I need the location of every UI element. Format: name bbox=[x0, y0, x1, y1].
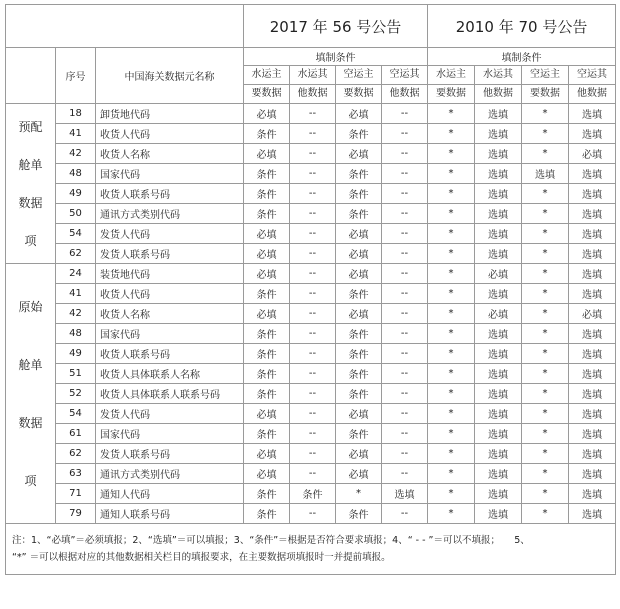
condition-cell: 选填 bbox=[475, 484, 522, 504]
condition-cell: 必填 bbox=[244, 144, 290, 164]
condition-cell: 选填 bbox=[475, 104, 522, 124]
sub-header-bottom: 要数据 bbox=[428, 85, 475, 104]
seq-cell: 49 bbox=[56, 344, 96, 364]
condition-cell: * bbox=[428, 484, 475, 504]
condition-cell: -- bbox=[290, 504, 336, 524]
table-row bbox=[6, 304, 616, 324]
sub-header-bottom: 他数据 bbox=[569, 85, 616, 104]
section-label-line: 预配 bbox=[18, 119, 43, 134]
seq-cell: 79 bbox=[56, 504, 96, 524]
element-name-cell: 收货人名称 bbox=[96, 144, 244, 164]
element-name-cell: 收货人联系号码 bbox=[96, 344, 244, 364]
condition-cell: 必填 bbox=[569, 304, 616, 324]
condition-cell: 条件 bbox=[244, 184, 290, 204]
condition-cell: * bbox=[428, 324, 475, 344]
condition-cell: * bbox=[522, 344, 569, 364]
condition-cell: 选填 bbox=[475, 124, 522, 144]
condition-cell: -- bbox=[382, 284, 428, 304]
condition-cell: -- bbox=[382, 264, 428, 284]
section-label-line: 项 bbox=[24, 473, 37, 488]
condition-cell: -- bbox=[382, 184, 428, 204]
condition-cell: 必填 bbox=[336, 144, 382, 164]
condition-cell: -- bbox=[382, 124, 428, 144]
table-row bbox=[6, 504, 616, 524]
condition-cell: -- bbox=[290, 424, 336, 444]
condition-cell: 条件 bbox=[244, 344, 290, 364]
condition-cell: * bbox=[336, 484, 382, 504]
condition-cell: 选填 bbox=[569, 464, 616, 484]
fill-condition-2010: 填制条件 bbox=[428, 48, 616, 66]
table-row bbox=[6, 224, 616, 244]
condition-cell: 必填 bbox=[475, 304, 522, 324]
condition-cell: -- bbox=[290, 184, 336, 204]
condition-cell: 条件 bbox=[336, 364, 382, 384]
condition-cell: -- bbox=[290, 284, 336, 304]
condition-cell: -- bbox=[290, 304, 336, 324]
sub-header-bottom: 他数据 bbox=[290, 85, 336, 104]
condition-cell: -- bbox=[290, 204, 336, 224]
condition-cell: 选填 bbox=[569, 104, 616, 124]
condition-cell: * bbox=[428, 304, 475, 324]
condition-cell: 条件 bbox=[244, 204, 290, 224]
condition-cell: * bbox=[428, 504, 475, 524]
condition-cell: 选填 bbox=[475, 284, 522, 304]
condition-cell: -- bbox=[290, 224, 336, 244]
condition-cell: * bbox=[522, 144, 569, 164]
condition-cell: * bbox=[428, 244, 475, 264]
condition-cell: 条件 bbox=[244, 384, 290, 404]
condition-cell: 选填 bbox=[475, 404, 522, 424]
condition-cell: 选填 bbox=[475, 164, 522, 184]
seq-cell: 51 bbox=[56, 364, 96, 384]
sub-header-top: 空运其 bbox=[569, 66, 616, 85]
element-name-cell: 收货人联系号码 bbox=[96, 184, 244, 204]
condition-cell: * bbox=[522, 424, 569, 444]
condition-cell: 条件 bbox=[244, 324, 290, 344]
condition-cell: 条件 bbox=[336, 184, 382, 204]
condition-cell: 选填 bbox=[475, 444, 522, 464]
condition-cell: -- bbox=[290, 264, 336, 284]
condition-cell: * bbox=[522, 364, 569, 384]
sub-header-top: 水运其 bbox=[290, 66, 336, 85]
condition-cell: * bbox=[428, 404, 475, 424]
condition-cell: 选填 bbox=[475, 184, 522, 204]
condition-cell: * bbox=[428, 424, 475, 444]
element-name-cell: 装货地代码 bbox=[96, 264, 244, 284]
condition-cell: * bbox=[522, 224, 569, 244]
condition-cell: * bbox=[522, 284, 569, 304]
condition-cell: -- bbox=[290, 324, 336, 344]
sub-header-bottom: 他数据 bbox=[475, 85, 522, 104]
condition-cell: 选填 bbox=[382, 484, 428, 504]
element-name-cell: 通知人代码 bbox=[96, 484, 244, 504]
condition-cell: * bbox=[522, 444, 569, 464]
condition-cell: * bbox=[522, 404, 569, 424]
seq-cell: 48 bbox=[56, 324, 96, 344]
condition-cell: 选填 bbox=[569, 344, 616, 364]
condition-cell: 选填 bbox=[569, 404, 616, 424]
sub-header-bottom: 要数据 bbox=[244, 85, 290, 104]
condition-cell: 选填 bbox=[569, 184, 616, 204]
element-name-cell: 国家代码 bbox=[96, 164, 244, 184]
table-row bbox=[6, 424, 616, 444]
condition-cell: 选填 bbox=[569, 204, 616, 224]
element-name-cell: 国家代码 bbox=[96, 324, 244, 344]
condition-cell: 选填 bbox=[569, 224, 616, 244]
condition-cell: 必填 bbox=[336, 464, 382, 484]
section-label-line: 项 bbox=[24, 233, 37, 248]
table-row bbox=[6, 104, 616, 124]
group-2017-title: 2017 年 56 号公告 bbox=[244, 5, 428, 48]
element-name-cell: 卸货地代码 bbox=[96, 104, 244, 124]
condition-cell: 选填 bbox=[569, 284, 616, 304]
seq-cell: 41 bbox=[56, 284, 96, 304]
notes-line-1: 注：1、“必填”＝必须填报；2、“选填”＝可以填报；3、“条件”＝根据是否符合要求填报；4、“ - - ”＝可以不填报； 5、 bbox=[12, 535, 530, 546]
seq-cell: 62 bbox=[56, 244, 96, 264]
table-row bbox=[6, 124, 616, 144]
condition-cell: 条件 bbox=[244, 164, 290, 184]
condition-cell: * bbox=[522, 104, 569, 124]
condition-cell: 必填 bbox=[244, 104, 290, 124]
table-row bbox=[6, 264, 616, 284]
condition-cell: 条件 bbox=[336, 124, 382, 144]
seq-cell: 48 bbox=[56, 164, 96, 184]
element-name-cell: 收货人代码 bbox=[96, 124, 244, 144]
condition-cell: * bbox=[428, 444, 475, 464]
section-label-line: 舱单 bbox=[18, 357, 43, 372]
condition-cell: -- bbox=[290, 244, 336, 264]
condition-cell: * bbox=[522, 464, 569, 484]
condition-cell: 必填 bbox=[475, 264, 522, 284]
seq-cell: 54 bbox=[56, 404, 96, 424]
condition-cell: 条件 bbox=[244, 424, 290, 444]
condition-cell: -- bbox=[382, 224, 428, 244]
manifest-data-table bbox=[5, 4, 616, 575]
condition-cell: -- bbox=[290, 104, 336, 124]
notes-cell bbox=[6, 524, 616, 575]
table-row bbox=[6, 384, 616, 404]
group-2010-title: 2010 年 70 号公告 bbox=[428, 5, 616, 48]
seq-cell: 71 bbox=[56, 484, 96, 504]
condition-cell: 选填 bbox=[522, 164, 569, 184]
condition-cell: 必填 bbox=[244, 464, 290, 484]
header-section-blank bbox=[6, 48, 56, 104]
condition-cell: 选填 bbox=[475, 344, 522, 364]
seq-cell: 54 bbox=[56, 224, 96, 244]
condition-cell: 选填 bbox=[475, 504, 522, 524]
condition-cell: * bbox=[522, 484, 569, 504]
condition-cell: -- bbox=[382, 404, 428, 424]
table-row bbox=[6, 404, 616, 424]
sub-header-top: 空运主 bbox=[336, 66, 382, 85]
condition-cell: * bbox=[428, 204, 475, 224]
table-row bbox=[6, 244, 616, 264]
condition-cell: 必填 bbox=[244, 404, 290, 424]
condition-cell: * bbox=[522, 304, 569, 324]
condition-cell: 必填 bbox=[244, 224, 290, 244]
condition-cell: * bbox=[522, 244, 569, 264]
condition-cell: -- bbox=[382, 424, 428, 444]
element-name-cell: 收货人名称 bbox=[96, 304, 244, 324]
seq-cell: 41 bbox=[56, 124, 96, 144]
condition-cell: -- bbox=[382, 164, 428, 184]
condition-cell: 必填 bbox=[336, 224, 382, 244]
condition-cell: 必填 bbox=[244, 244, 290, 264]
condition-cell: 必填 bbox=[336, 264, 382, 284]
element-name-cell: 收货人具体联系人联系号码 bbox=[96, 384, 244, 404]
seq-cell: 42 bbox=[56, 144, 96, 164]
table-row bbox=[6, 184, 616, 204]
condition-cell: 必填 bbox=[336, 304, 382, 324]
sub-header-bottom: 他数据 bbox=[382, 85, 428, 104]
condition-cell: 条件 bbox=[336, 344, 382, 364]
seq-cell: 18 bbox=[56, 104, 96, 124]
condition-cell: * bbox=[428, 344, 475, 364]
condition-cell: * bbox=[522, 324, 569, 344]
condition-cell: * bbox=[522, 184, 569, 204]
condition-cell: * bbox=[428, 224, 475, 244]
condition-cell: 必填 bbox=[244, 444, 290, 464]
element-name-cell: 收货人代码 bbox=[96, 284, 244, 304]
condition-cell: 选填 bbox=[475, 144, 522, 164]
condition-cell: 选填 bbox=[569, 424, 616, 444]
condition-cell: 必填 bbox=[336, 244, 382, 264]
sub-header-top: 水运其 bbox=[475, 66, 522, 85]
condition-cell: * bbox=[522, 124, 569, 144]
element-name-cell: 通讯方式类别代码 bbox=[96, 464, 244, 484]
sub-header-top: 空运其 bbox=[382, 66, 428, 85]
element-name-cell: 发货人联系号码 bbox=[96, 244, 244, 264]
condition-cell: -- bbox=[290, 404, 336, 424]
element-name-cell: 收货人具体联系人名称 bbox=[96, 364, 244, 384]
condition-cell: -- bbox=[382, 444, 428, 464]
condition-cell: -- bbox=[290, 344, 336, 364]
condition-cell: 必填 bbox=[569, 144, 616, 164]
condition-cell: 选填 bbox=[569, 504, 616, 524]
element-name-cell: 发货人代码 bbox=[96, 224, 244, 244]
table-row bbox=[6, 164, 616, 184]
element-name-cell: 发货人联系号码 bbox=[96, 444, 244, 464]
header-element-name: 中国海关数据元名称 bbox=[96, 48, 244, 104]
condition-cell: -- bbox=[382, 464, 428, 484]
condition-cell: -- bbox=[382, 344, 428, 364]
condition-cell: 选填 bbox=[475, 324, 522, 344]
element-name-cell: 发货人代码 bbox=[96, 404, 244, 424]
condition-cell: * bbox=[522, 504, 569, 524]
condition-cell: 条件 bbox=[244, 504, 290, 524]
condition-cell: 必填 bbox=[336, 404, 382, 424]
condition-cell: 条件 bbox=[244, 124, 290, 144]
condition-cell: 条件 bbox=[336, 384, 382, 404]
table-row bbox=[6, 484, 616, 504]
condition-cell: * bbox=[428, 384, 475, 404]
condition-cell: * bbox=[522, 204, 569, 224]
condition-cell: -- bbox=[382, 244, 428, 264]
seq-cell: 24 bbox=[56, 264, 96, 284]
sub-header-top: 空运主 bbox=[522, 66, 569, 85]
element-name-cell: 国家代码 bbox=[96, 424, 244, 444]
condition-cell: 选填 bbox=[569, 264, 616, 284]
table-body bbox=[6, 104, 616, 524]
table-row bbox=[6, 324, 616, 344]
seq-cell: 63 bbox=[56, 464, 96, 484]
seq-cell: 49 bbox=[56, 184, 96, 204]
condition-cell: -- bbox=[382, 144, 428, 164]
condition-cell: 选填 bbox=[475, 364, 522, 384]
condition-cell: -- bbox=[382, 504, 428, 524]
condition-cell: 选填 bbox=[475, 384, 522, 404]
condition-cell: -- bbox=[290, 444, 336, 464]
seq-cell: 61 bbox=[56, 424, 96, 444]
condition-cell: 选填 bbox=[569, 444, 616, 464]
table-row bbox=[6, 344, 616, 364]
condition-cell: -- bbox=[382, 204, 428, 224]
condition-cell: 条件 bbox=[290, 484, 336, 504]
condition-cell: * bbox=[428, 364, 475, 384]
condition-cell: -- bbox=[382, 304, 428, 324]
condition-cell: 选填 bbox=[475, 464, 522, 484]
section-label-line: 数据 bbox=[18, 195, 43, 210]
condition-cell: 条件 bbox=[244, 364, 290, 384]
notes-line-2: “*” ＝可以根据对应的其他数据相关栏目的填报要求，在主要数据项填报时一并提前填报。 bbox=[12, 552, 391, 563]
condition-cell: 选填 bbox=[569, 384, 616, 404]
condition-cell: 必填 bbox=[336, 444, 382, 464]
condition-cell: * bbox=[428, 124, 475, 144]
seq-cell: 52 bbox=[56, 384, 96, 404]
condition-cell: 条件 bbox=[336, 204, 382, 224]
condition-cell: -- bbox=[290, 164, 336, 184]
condition-cell: * bbox=[428, 284, 475, 304]
condition-cell: -- bbox=[382, 324, 428, 344]
element-name-cell: 通知人联系号码 bbox=[96, 504, 244, 524]
table-header bbox=[6, 5, 616, 104]
condition-cell: -- bbox=[382, 364, 428, 384]
seq-cell: 42 bbox=[56, 304, 96, 324]
condition-cell: 条件 bbox=[336, 424, 382, 444]
condition-cell: 选填 bbox=[569, 364, 616, 384]
table-row bbox=[6, 144, 616, 164]
condition-cell: 条件 bbox=[336, 504, 382, 524]
condition-cell: * bbox=[428, 144, 475, 164]
condition-cell: * bbox=[428, 464, 475, 484]
table-row bbox=[6, 444, 616, 464]
condition-cell: 选填 bbox=[475, 224, 522, 244]
table-row bbox=[6, 364, 616, 384]
condition-cell: * bbox=[428, 264, 475, 284]
condition-cell: 选填 bbox=[569, 124, 616, 144]
table-row bbox=[6, 204, 616, 224]
condition-cell: 选填 bbox=[569, 484, 616, 504]
condition-cell: 条件 bbox=[336, 324, 382, 344]
seq-cell: 62 bbox=[56, 444, 96, 464]
condition-cell: 条件 bbox=[244, 484, 290, 504]
header-blank-cell bbox=[6, 5, 244, 48]
sub-header-top: 水运主 bbox=[244, 66, 290, 85]
condition-cell: 必填 bbox=[336, 104, 382, 124]
header-seq: 序号 bbox=[56, 48, 96, 104]
condition-cell: 选填 bbox=[569, 164, 616, 184]
fill-condition-2017: 填制条件 bbox=[244, 48, 428, 66]
condition-cell: 选填 bbox=[475, 424, 522, 444]
sub-header-top: 水运主 bbox=[428, 66, 475, 85]
table-row bbox=[6, 284, 616, 304]
condition-cell: -- bbox=[290, 464, 336, 484]
condition-cell: 条件 bbox=[336, 284, 382, 304]
condition-cell: * bbox=[428, 164, 475, 184]
condition-cell: 选填 bbox=[569, 244, 616, 264]
condition-cell: -- bbox=[290, 364, 336, 384]
condition-cell: -- bbox=[290, 144, 336, 164]
condition-cell: * bbox=[428, 184, 475, 204]
condition-cell: 必填 bbox=[244, 304, 290, 324]
condition-cell: -- bbox=[382, 384, 428, 404]
element-name-cell: 通讯方式类别代码 bbox=[96, 204, 244, 224]
section-label-line: 数据 bbox=[18, 415, 43, 430]
section-label-line: 舱单 bbox=[18, 157, 43, 172]
condition-cell: 选填 bbox=[569, 324, 616, 344]
condition-cell: * bbox=[428, 104, 475, 124]
condition-cell: -- bbox=[290, 384, 336, 404]
section-label bbox=[6, 264, 56, 524]
table-row bbox=[6, 464, 616, 484]
section-label-line: 原始 bbox=[18, 299, 43, 314]
condition-cell: 必填 bbox=[244, 264, 290, 284]
seq-cell: 50 bbox=[56, 204, 96, 224]
announcement-comparison-table-wrapper bbox=[5, 4, 615, 575]
condition-cell: * bbox=[522, 384, 569, 404]
condition-cell: -- bbox=[382, 104, 428, 124]
condition-cell: 选填 bbox=[475, 204, 522, 224]
sub-header-bottom: 要数据 bbox=[336, 85, 382, 104]
section-label bbox=[6, 104, 56, 264]
condition-cell: -- bbox=[290, 124, 336, 144]
condition-cell: 条件 bbox=[336, 164, 382, 184]
condition-cell: 选填 bbox=[475, 244, 522, 264]
condition-cell: * bbox=[522, 264, 569, 284]
sub-header-bottom: 要数据 bbox=[522, 85, 569, 104]
condition-cell: 条件 bbox=[244, 284, 290, 304]
